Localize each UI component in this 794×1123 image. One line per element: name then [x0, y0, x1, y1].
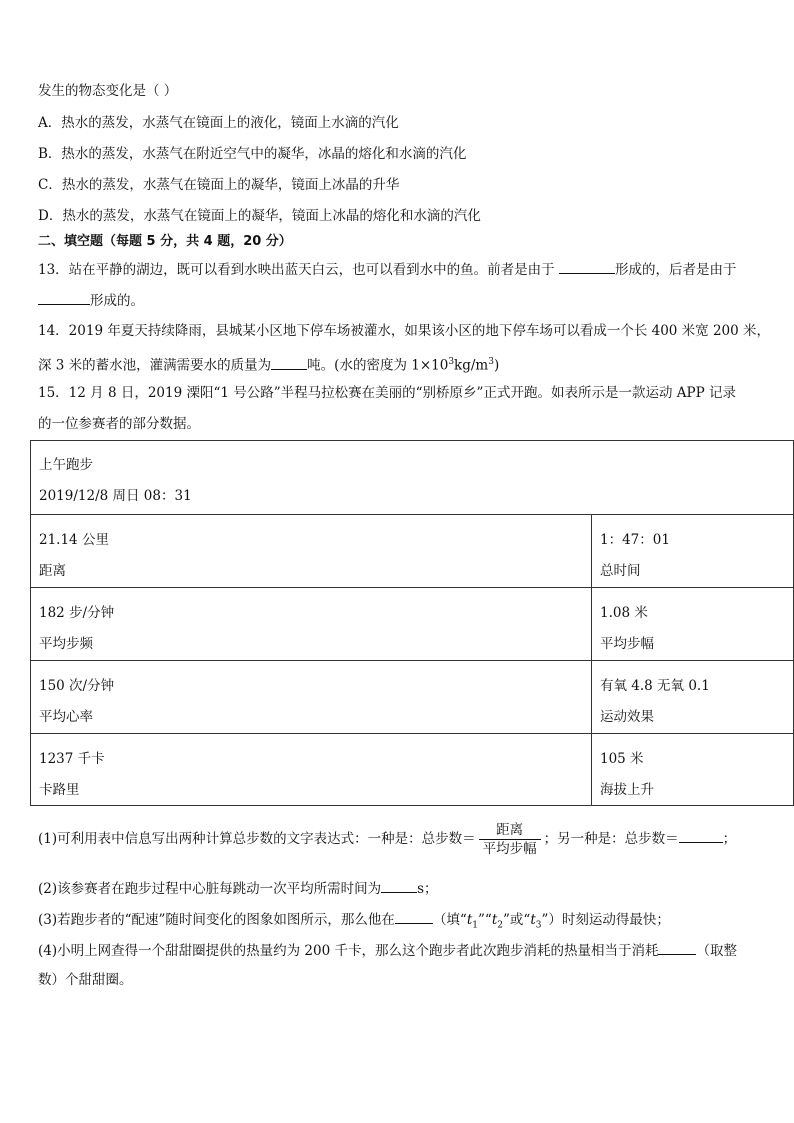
- cell-label: 平均步幅: [600, 636, 654, 652]
- option-b: B．热水的蒸发，水蒸气在附近空气中的凝华，冰晶的熔化和水滴的汽化: [38, 146, 467, 162]
- table-row: [31, 733, 793, 806]
- answer-blank[interactable]: [679, 828, 723, 843]
- answer-blank[interactable]: [559, 259, 615, 274]
- question-14-line2: 深 3 米的蓄水池，灌满需要水的质量为 吨。(水的密度为 $1\times 10^3kg/m^3$): [38, 353, 499, 375]
- option-d: D．热水的蒸发，水蒸气在镜面上的凝华，镜面上冰晶的熔化和水滴的汽化: [38, 208, 481, 224]
- option-a: A．热水的蒸发，水蒸气在镜面上的液化，镜面上水滴的汽化: [38, 115, 399, 131]
- cell-label: 平均心率: [39, 709, 93, 725]
- fraction: $\frac{\text{距离}}{\text{平均步幅}}$: [479, 821, 541, 858]
- subquestion-4-line2: 数）个甜甜圈。: [38, 972, 133, 988]
- answer-blank[interactable]: [271, 355, 307, 370]
- header-date: 2019/12/8 周日 08：31: [39, 488, 192, 504]
- subquestion-4-line1: (4)小明上网查得一个甜甜圈提供的热量约为 200 千卡，那么这个跑步者此次跑步消耗的热量相当于消耗 （取整: [38, 940, 737, 960]
- cell-value: 有氧 4.8 无氧 0.1: [600, 678, 710, 694]
- cell-value: 150 次/分钟: [39, 678, 115, 694]
- answer-blank[interactable]: [658, 940, 696, 955]
- subquestion-3: (3)若跑步者的“配速”随时间变化的图象如图所示，那么他在 （填“$t_1”“t_2$”或“$t_3$”）时刻运动得最快；: [38, 909, 670, 935]
- table-row: [31, 514, 793, 588]
- cell-label: 距离: [39, 563, 66, 579]
- answer-blank[interactable]: [381, 878, 417, 893]
- cell-value: 1237 千卡: [39, 751, 105, 767]
- subquestion-1: (1)可利用表中信息写出两种计算总步数的文字表达式：一种是：总步数＝ $\frac{\text{距离}}{\text{平均步幅}}$ ；另一种是：总步数＝ ；: [38, 822, 737, 857]
- option-c: C．热水的蒸发，水蒸气在镜面上的凝华，镜面上冰晶的升华: [38, 177, 400, 193]
- question-13-line1: 13．站在平静的湖边，既可以看到水映出蓝天白云，也可以看到水中的鱼。前者是由于 形成的，后者是由于: [38, 259, 736, 279]
- cell-value: 105 米: [600, 751, 644, 767]
- cell-label: 海拔上升: [600, 782, 654, 798]
- section-title: 二、填空题（每题 5 分，共 4 题，20 分）: [38, 234, 292, 249]
- answer-blank[interactable]: [38, 290, 90, 305]
- cell-value: 1.08 米: [600, 605, 648, 621]
- table-row: [31, 660, 793, 734]
- running-data-table: [30, 440, 794, 806]
- cell-label: 运动效果: [600, 709, 654, 725]
- question-14-line1: 14．2019 年夏天持续降雨，县城某小区地下停车场被灌水，如果该小区的地下停车场可以看成一个长 400 米宽 200 米，: [38, 323, 771, 339]
- question-15-line1: 15．12 月 8 日，2019 溧阳“1 号公路”半程马拉松赛在美丽的“别桥原乡”正式开跑。如表所示是一款运动 APP 记录: [38, 385, 736, 401]
- question-13-line2: 形成的。: [38, 290, 144, 310]
- cell-value: 21.14 公里: [39, 532, 109, 548]
- cell-label: 平均步频: [39, 636, 93, 652]
- question-15-line2: 的一位参赛者的部分数据。: [38, 416, 200, 432]
- table-row: [31, 587, 793, 661]
- cell-value: 1：47：01: [600, 532, 670, 548]
- header-title: 上午跑步: [39, 457, 93, 473]
- cell-value: 182 步/分钟: [39, 605, 115, 621]
- cell-label: 卡路里: [39, 782, 80, 798]
- answer-blank[interactable]: [395, 909, 433, 924]
- cell-label: 总时间: [600, 563, 641, 579]
- question-12-stem: 发生的物态变化是（ ）: [38, 83, 178, 99]
- subquestion-2: (2)该参赛者在跑步过程中心脏每跳动一次平均所需时间为 s；: [38, 878, 438, 898]
